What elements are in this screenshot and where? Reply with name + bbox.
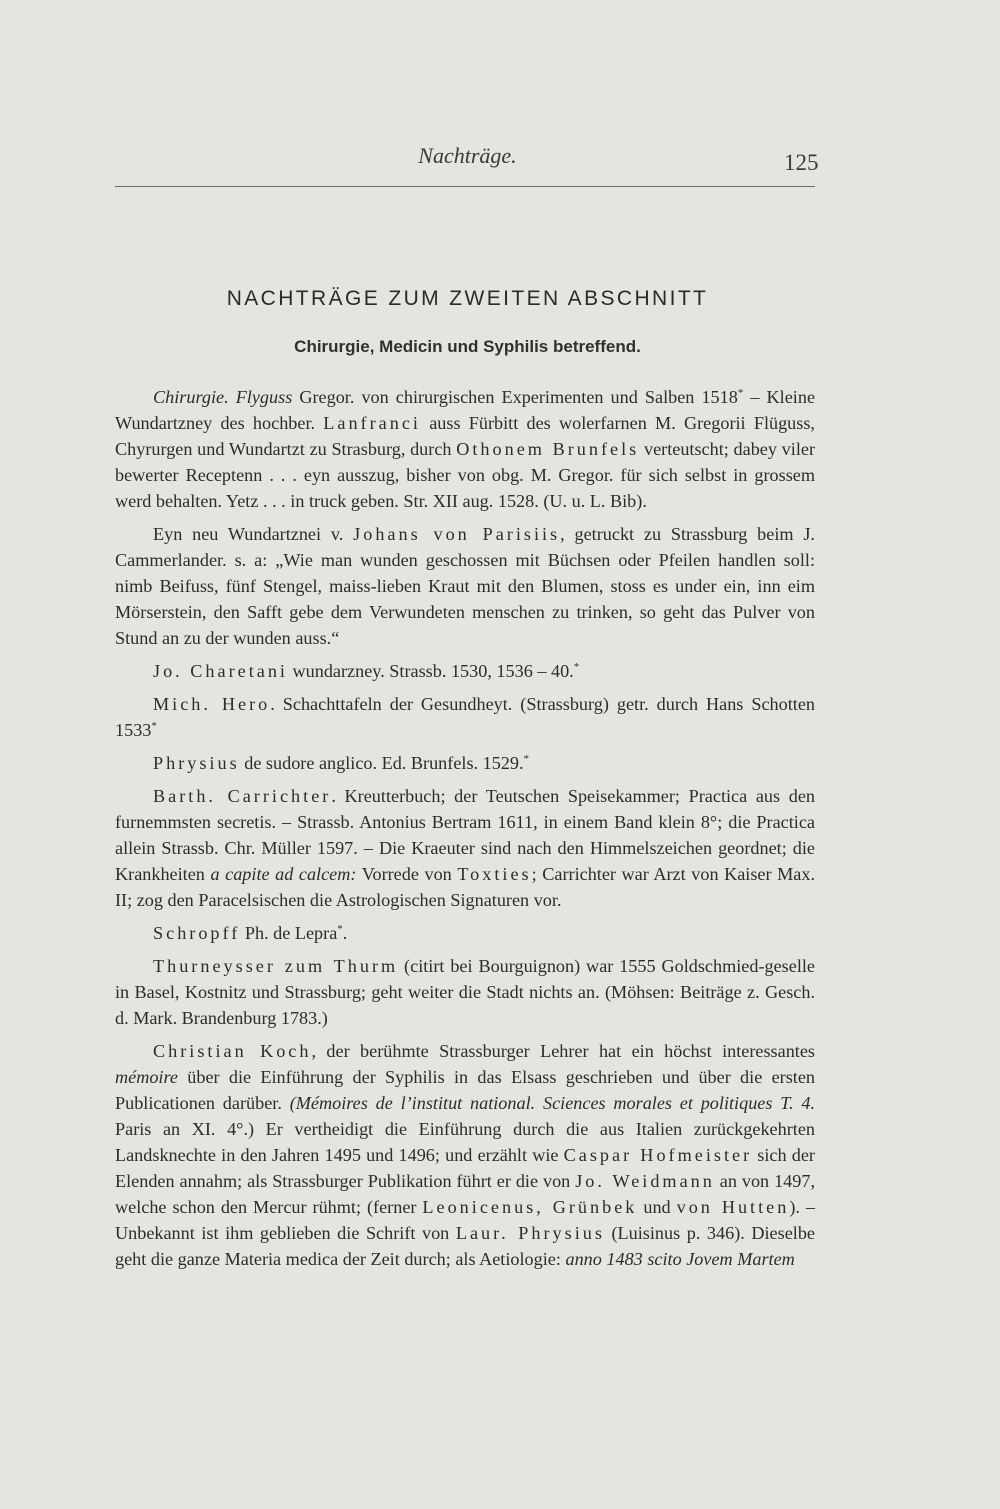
italic-text: anno 1483 scito Jovem Martem (565, 1249, 795, 1269)
text-run: , der berühmte Strassburger Lehrer hat ein höchst interessantes (311, 1041, 815, 1061)
text-run: sich der Elenden annahm; als Strassburger Publikation führt er die von (115, 1145, 815, 1191)
section-title: NACHTRÄGE ZUM ZWEITEN ABSCHNITT (226, 287, 709, 310)
italic-text: a capite ad calcem: (210, 864, 357, 884)
section-subtitle: Chirurgie, Medicin und Syphilis betreffend. (294, 337, 641, 356)
footnote-mark: * (573, 660, 580, 673)
text-run: . Schachttafeln der Gesundheyt. (Strassburg) getr. durch Hans Schotten 1533 (115, 694, 816, 740)
text-run: (citirt bei Bourguignon) war 1555 Goldschmied-geselle in Basel, Kostnitz und Strassburg; geht weiter die Stadt nichts an. (Möhsen: Beiträge z. Gesch. d. Mark. Brandenburg 1783.) (115, 956, 816, 1028)
paragraph (115, 953, 815, 1031)
text-run: Paris an XI. 4°.) Er vertheidigt die Einführung durch die aus Italien zurückgekehrten Landsknechte in den Jahren 1495 und 1496; und erzählt wie (115, 1119, 815, 1165)
running-header-title: Nachträge. (418, 143, 517, 168)
text-run: . Kreutterbuch; der Teutschen Speisekammer; Practica aus den furnemmsten secretis. – Strassb. Antonius Bertram 1611, in einem Band klein 8°; die Practica allein Strassb. Chr. Müller 1597. – Die Kraeuter sind nach den Himmelszeichen geordnet; die Krankheiten (115, 786, 816, 884)
text-run: . (342, 923, 348, 943)
text-run: Ph. de Lepra (240, 923, 338, 943)
spaced-name: Caspar Hofmeister (563, 1145, 753, 1165)
footnote-mark: * (151, 719, 157, 732)
spaced-name: Toxties (457, 864, 532, 884)
text-run (229, 387, 236, 407)
footnote-mark: * (337, 922, 343, 935)
paragraph (115, 691, 815, 743)
text-run: wundarzney. Strassb. 1530, 1536 – 40. (287, 661, 574, 681)
italic-text: Chirurgie. (153, 387, 229, 407)
text-run: Gregor. von chirurgischen Experimenten und Salben 1518 (292, 387, 738, 407)
paragraph (115, 521, 815, 651)
italic-text: (Mémoires de l’institut national. Sciences morales et politiques T. 4. (289, 1093, 815, 1113)
text-run: und (637, 1197, 677, 1217)
spaced-name: Phrysius (153, 753, 240, 773)
spaced-name: Laur. Phrysius (455, 1223, 605, 1243)
page-number: 125 (784, 150, 819, 175)
spaced-name: Johans von Parisiis (353, 524, 561, 544)
spaced-name: Mich. Hero (153, 694, 271, 714)
paragraph (115, 920, 815, 946)
spaced-name: Christian Koch (153, 1041, 312, 1061)
spaced-name: Schropff (153, 923, 241, 943)
spaced-name: Jo. Weidmann (575, 1171, 715, 1191)
spaced-name: Othonem Brunfels (456, 439, 640, 459)
text-run: verteutscht; dabey viler bewerter Receptenn . . . eyn ausszug, bisher von obg. M. Gregor. für sich selbst in grossem werd behalten. Yetz . . . in truck geben. Str. XII aug. 1528. (U. u. L. Bib). (115, 439, 815, 511)
text-run: , getruckt zu Strassburg beim J. Cammerlander. s. a: „Wie man wunden geschossen mit Büchsen oder Pfeilen handlen soll: nimb Beifuss, fünf Stengel, maiss-lieben Kraut mit den Blumen, stoss es under ein, inn eim Mörserstein, den Safft gebe dem Verwundeten menschen zu trinken, so geht das Pulver von Stund an zu der wunden auss.“ (115, 524, 815, 648)
paragraph (115, 658, 815, 684)
paragraph (115, 783, 815, 913)
text-run: über die Einführung der Syphilis in das Elsass geschrieben und über die ersten Publicationen darüber. (115, 1067, 815, 1113)
text-run: ; Carrichter war Arzt von Kaiser Max. II; zog den Paracelsischen die Astrologischen Signaturen vor. (115, 864, 816, 910)
spaced-name: Lanfranci (323, 413, 421, 433)
text-run: (Luisinus p. 346). Dieselbe geht die ganze Materia medica der Zeit durch; als Aetiologie: (115, 1223, 815, 1269)
header-divider (115, 186, 815, 187)
text-run: Vorrede von (356, 864, 458, 884)
italic-text: mémoire (115, 1067, 178, 1087)
text-run: – Kleine Wundartzney des hochber. (115, 387, 816, 433)
footnote-mark: * (523, 752, 530, 765)
spaced-name: Jo. Charetani (153, 661, 288, 681)
paragraph (115, 1038, 815, 1272)
footnote-mark: * (737, 386, 744, 399)
spaced-name: Barth. Carrichter (153, 786, 332, 806)
spaced-name: von Hutten (676, 1197, 790, 1217)
spaced-name: Thurneysser zum Thurm (153, 956, 399, 976)
body-text (115, 384, 815, 1279)
text-run: Eyn neu Wundartznei v. (153, 524, 354, 544)
spaced-name: Leonicenus, Grünbek (422, 1197, 638, 1217)
text-run: de sudore anglico. Ed. Brunfels. 1529. (239, 753, 524, 773)
text-run: an von 1497, welche schon den Mercur rühmt; (ferner (115, 1171, 815, 1217)
paragraph (115, 750, 815, 776)
paragraph (115, 384, 815, 514)
italic-text: Flyguss (235, 387, 293, 407)
text-run: auss Fürbitt des wolerfarnen M. Gregorii Flüguss, Chyrurgen und Wundartzt zu Strasburg, durch (115, 413, 815, 459)
text-run: ). – Unbekannt ist ihm geblieben die Schrift von (115, 1197, 815, 1243)
